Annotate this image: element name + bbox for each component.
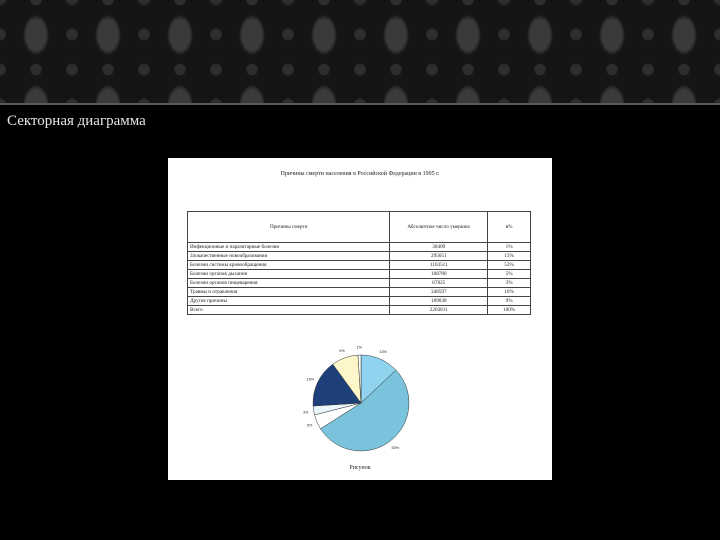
header-percent: в% — [488, 212, 531, 243]
decorative-banner — [0, 0, 720, 105]
cell-absolute: 108780 — [390, 270, 488, 279]
pie-slice-label: 3% — [302, 410, 309, 415]
pie-slice-label: 13% — [379, 350, 388, 355]
header-absolute: Абсолютное число умерших — [390, 212, 488, 243]
cell-absolute: 67825 — [390, 279, 488, 288]
table-row — [188, 279, 531, 288]
cell-percent: 13% — [488, 252, 531, 261]
cell-cause: Болезни органов дыхания — [188, 270, 390, 279]
table-caption: Причины смерти населения в Российской Федерации в 1995 г. — [280, 171, 440, 177]
cell-absolute: 1163511 — [390, 261, 488, 270]
cell-absolute: 189038 — [390, 297, 488, 306]
cell-absolute: 2203811 — [390, 306, 488, 315]
slide-title: Секторная диаграмма — [7, 113, 146, 129]
cell-cause: Инфекционные и паразитарные болезни — [188, 243, 390, 252]
cell-cause: Травмы и отравления — [188, 288, 390, 297]
cell-percent: 100% — [488, 306, 531, 315]
table-row — [188, 252, 531, 261]
cell-cause: Болезни органов пищеварения — [188, 279, 390, 288]
cell-percent: 16% — [488, 288, 531, 297]
figure-label: Рисунок — [349, 465, 371, 471]
cell-cause: Болезни системы кровообращения — [188, 261, 390, 270]
pie-chart — [296, 345, 426, 458]
table-row — [188, 288, 531, 297]
embedded-figure — [168, 158, 552, 480]
cell-cause: Всего — [188, 306, 390, 315]
pie-slice-label: 5% — [306, 423, 313, 428]
cell-percent: 53% — [488, 261, 531, 270]
cell-percent: 1% — [488, 243, 531, 252]
table-row — [188, 297, 531, 306]
table-row — [188, 243, 531, 252]
cell-cause: Другие причины — [188, 297, 390, 306]
pie-slice-label: 16% — [306, 377, 315, 382]
table-row — [188, 261, 531, 270]
table-row — [188, 306, 531, 315]
table-row — [188, 270, 531, 279]
pie-slice-label: 9% — [339, 348, 345, 353]
header-cause: Причины смерти — [188, 212, 390, 243]
cell-percent: 5% — [488, 270, 531, 279]
cell-cause: Злокачественные новообразования — [188, 252, 390, 261]
causes-table — [187, 211, 531, 315]
cell-percent: 3% — [488, 279, 531, 288]
cell-absolute: 30409 — [390, 243, 488, 252]
banner-divider — [0, 103, 720, 105]
table-header-row — [188, 212, 531, 243]
cell-absolute: 295651 — [390, 252, 488, 261]
pie-slice-label: 53% — [391, 445, 400, 450]
cell-absolute: 348597 — [390, 288, 488, 297]
cell-percent: 9% — [488, 297, 531, 306]
pie-slice-label: 1% — [356, 345, 362, 350]
